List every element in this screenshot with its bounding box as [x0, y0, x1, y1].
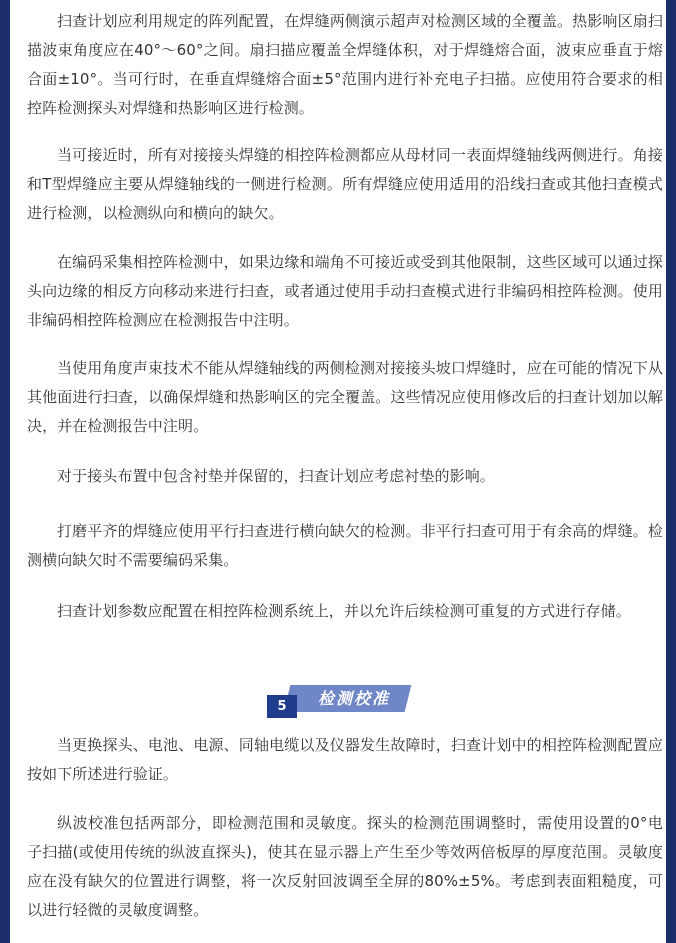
article-page: [10, 0, 666, 943]
paragraph-flush-weld: 打磨平齐的焊缝应使用平行扫查进行横向缺欠的检测。非平行扫查可用于有余高的焊缝。检测横向缺欠时不需要编码采集。: [27, 522, 663, 569]
paragraph-scan-plan-coverage: 扫查计划应利用规定的阵列配置，在焊缝两侧演示超声对检测区域的全覆盖。热影响区扇扫描波束角度应在40°～60°之间。扇扫描应覆盖全焊缝体积，对于焊缝熔合面，波束应垂直于熔合面±10°。当可行时，在垂直焊缝熔合面±5°范围内进行补充电子扫描。应使用符合要求的相控阵检测探头对焊缝和热影响区进行检测。: [27, 12, 663, 117]
section-heading: [267, 685, 413, 717]
paragraph-longitudinal-calibration: 纵波校准包括两部分，即检测范围和灵敏度。探头的检测范围调整时，需使用设置的0°电子扫描(或使用传统的纵波直探头)，使其在显示器上产生至少等效两倍板厚的厚度范围。灵敏度应在没有缺欠的位置进行调整，将一次反射回波调至全屏的80%±5%。考虑到表面粗糙度，可以进行轻微的灵敏度调整。: [27, 814, 663, 919]
paragraph-angle-beam: 当使用角度声束技术不能从焊缝轴线的两侧检测对接接头坡口焊缝时，应在可能的情况下从其他面进行扫查，以确保焊缝和热影响区的完全覆盖。这些情况应使用修改后的扫查计划加以解决，并在检测报告中注明。: [27, 359, 663, 435]
paragraph-butt-joint-access: 当可接近时，所有对接接头焊缝的相控阵检测都应从母材同一表面焊缝轴线两侧进行。角接和T型焊缝应主要从焊缝轴线的一侧进行检测。所有焊缝应使用适用的沿线扫查或其他扫查模式进行检测，以检测纵向和横向的缺欠。: [27, 146, 663, 222]
paragraph-encoded-acquisition: 在编码采集相控阵检测中，如果边缘和端角不可接近或受到其他限制，这些区域可以通过探头向边缘的相反方向移动来进行扫查，或者通过使用手动扫查模式进行非编码相控阵检测。使用非编码相控阵检测应在检测报告中注明。: [27, 253, 663, 329]
paragraph-configuration-verification: 当更换探头、电池、电源、同轴电缆以及仪器发生故障时，扫查计划中的相控阵检测配置应按如下所述进行验证。: [27, 736, 663, 783]
section-title: 检测校准: [317, 689, 390, 708]
paragraph-scan-plan-storage: 扫查计划参数应配置在相控阵检测系统上，并以允许后续检测可重复的方式进行存储。: [57, 602, 631, 620]
section-number: 5: [267, 695, 297, 718]
paragraph-backing-strip: 对于接头布置中包含衬垫并保留的，扫查计划应考虑衬垫的影响。: [57, 467, 495, 485]
